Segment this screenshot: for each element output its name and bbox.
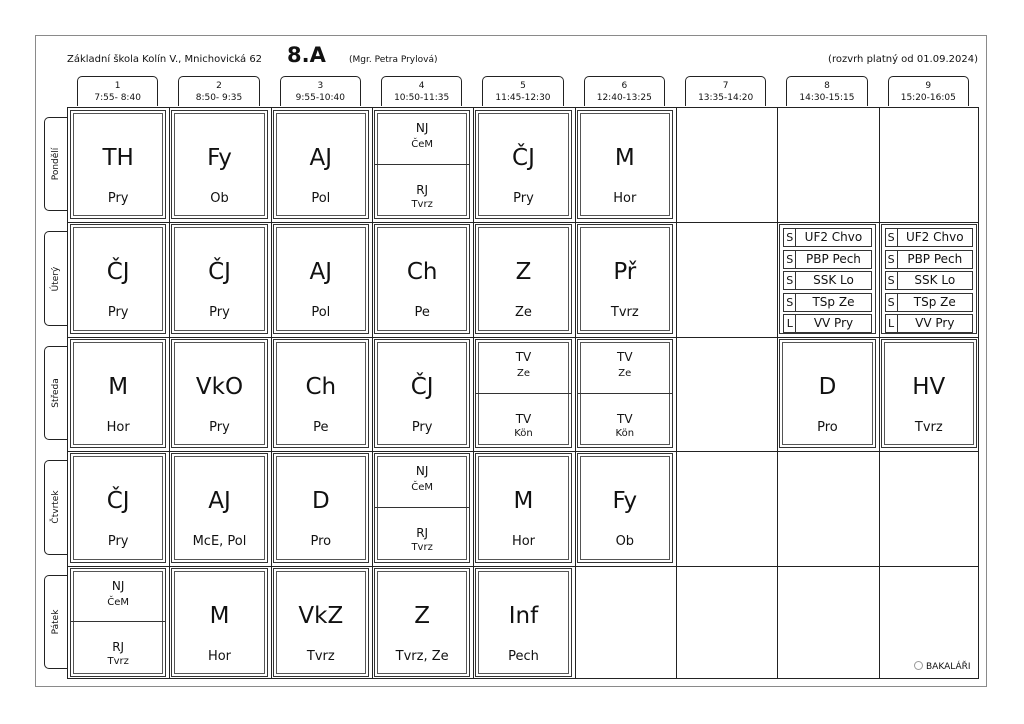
group-subject: TV: [617, 349, 633, 364]
lesson-group-bottom: [375, 507, 469, 562]
lesson-subject: Ch: [406, 259, 438, 286]
grid-row-line: [68, 451, 978, 452]
lesson-cell: [577, 339, 673, 448]
school-name: Základní škola Kolín V., Mnichovická 62: [67, 54, 263, 65]
lesson-subject: AJ: [309, 145, 333, 171]
optional-course: [885, 314, 973, 333]
lesson-group-top: [375, 111, 469, 165]
lesson-subject: ČJ: [106, 259, 130, 286]
timetable-grid: [67, 107, 979, 679]
lesson-subject: Z: [414, 602, 431, 629]
lesson-teacher: Pe: [313, 419, 329, 435]
lesson-cell: [273, 224, 369, 333]
brand-label: BAKALÁŘI: [926, 662, 971, 672]
group-subject: TV: [515, 349, 532, 364]
lesson-subject: Ch: [305, 373, 337, 400]
lesson-teacher: Hor: [613, 191, 637, 206]
grid-column-line: [169, 108, 170, 678]
period-tab-4: [381, 76, 462, 106]
lesson-subject: Př: [613, 259, 637, 286]
lesson-group-bottom: [578, 393, 672, 448]
lesson-cell: [273, 110, 369, 219]
grid-row-line: [68, 222, 978, 223]
lesson-teacher: Pol: [311, 191, 331, 206]
course-type: S: [784, 251, 796, 268]
lesson-teacher: Hor: [511, 534, 536, 550]
optional-course: [783, 293, 871, 312]
group-teacher: Tvrz: [411, 541, 433, 553]
course-type: S: [784, 229, 796, 246]
course-type: S: [784, 294, 796, 311]
group-teacher: Kön: [514, 427, 533, 439]
course-label: UF2 Chvo: [906, 230, 964, 245]
course-label: PBP Pech: [907, 251, 963, 266]
group-teacher: ČeM: [107, 596, 130, 608]
period-tab-6: [584, 76, 665, 106]
lesson-cell: [374, 568, 470, 677]
lesson-teacher: Pry: [209, 305, 230, 321]
course-label: SSK Lo: [813, 273, 854, 288]
course-label: PBP Pech: [806, 251, 861, 266]
lesson-teacher: Pry: [107, 191, 129, 206]
lesson-teacher: Pro: [310, 534, 332, 550]
period-number: 6: [621, 81, 628, 91]
lesson-group-top: [375, 454, 469, 508]
group-teacher: Tvrz: [107, 656, 129, 668]
period-time: 12:40-13:25: [596, 93, 652, 103]
lesson-subject: D: [818, 373, 837, 400]
lesson-subject: HV: [912, 373, 946, 400]
group-subject: TV: [617, 411, 633, 426]
lesson-teacher: Tvrz: [610, 305, 639, 321]
lesson-subject: M: [209, 602, 230, 629]
day-tab-2: [44, 231, 67, 325]
group-subject: NJ: [415, 121, 429, 135]
period-time: 11:45-12:30: [495, 93, 551, 103]
lesson-subject: M: [513, 488, 534, 515]
lesson-subject: AJ: [309, 259, 333, 286]
lesson-subject: Fy: [207, 145, 232, 171]
lesson-cell: [881, 224, 977, 333]
lesson-group-top: [578, 340, 672, 394]
period-number: 8: [824, 81, 830, 91]
period-tab-3: [280, 76, 361, 106]
day-tab-5: [44, 575, 67, 669]
optional-course: [885, 250, 973, 269]
lesson-teacher: Hor: [106, 419, 130, 435]
lesson-cell: [475, 224, 571, 333]
group-teacher: Ze: [618, 367, 632, 379]
optional-course: [885, 271, 973, 290]
course-label: VV Pry: [813, 316, 854, 331]
lesson-subject: TH: [102, 145, 134, 171]
period-number: 9: [925, 81, 932, 91]
lesson-subject: M: [108, 373, 129, 400]
lesson-cell: [70, 339, 166, 448]
group-subject: RJ: [112, 640, 125, 655]
day-tab-4: [44, 460, 67, 554]
course-type: L: [886, 315, 898, 332]
group-subject: NJ: [415, 464, 429, 479]
period-time: 14:30-15:15: [799, 93, 855, 103]
optional-course: [783, 314, 871, 333]
lesson-teacher: Pry: [411, 419, 433, 435]
lesson-cell: [475, 453, 571, 562]
lesson-cell: [577, 453, 673, 562]
day-label: Pátek: [51, 609, 61, 635]
lesson-cell: [273, 568, 369, 677]
lesson-cell: [779, 224, 875, 333]
group-teacher: ČeM: [411, 139, 434, 150]
grid-column-line: [777, 108, 778, 678]
period-number: 7: [722, 81, 729, 91]
period-tab-2: [178, 76, 259, 106]
group-subject: NJ: [111, 578, 125, 593]
period-number: 1: [114, 81, 121, 91]
optional-course: [885, 293, 973, 312]
lesson-cell: [171, 568, 267, 677]
group-teacher: Tvrz: [411, 198, 433, 210]
lesson-cell: [70, 224, 166, 333]
course-type: S: [784, 272, 796, 289]
optional-course: [885, 228, 973, 247]
period-tab-5: [482, 76, 563, 106]
lesson-cell: [779, 339, 875, 448]
optional-course: [783, 271, 871, 290]
lesson-subject: ČJ: [512, 145, 535, 171]
period-number: 4: [418, 81, 425, 91]
course-label: SSK Lo: [914, 273, 956, 288]
course-type: L: [784, 315, 796, 332]
group-teacher: Ze: [516, 367, 530, 379]
lesson-teacher: Pry: [209, 419, 230, 435]
lesson-cell: [577, 110, 673, 219]
day-tab-1: [44, 117, 67, 211]
lesson-group-top: [476, 340, 570, 394]
lesson-subject: ČJ: [106, 488, 130, 515]
lesson-teacher: Pe: [414, 305, 430, 321]
lesson-teacher: Pry: [513, 191, 534, 206]
lesson-teacher: Ze: [515, 305, 532, 321]
lesson-teacher: McE, Pol: [192, 534, 247, 550]
lesson-cell: [273, 453, 369, 562]
lesson-cell: [273, 339, 369, 448]
period-tab-7: [685, 76, 766, 106]
period-tab-1: [77, 76, 158, 106]
group-subject: RJ: [416, 525, 429, 540]
period-time: 13:35-14:20: [698, 93, 754, 103]
period-number: 5: [520, 81, 526, 91]
course-label: VV Pry: [915, 316, 955, 331]
lesson-teacher: Ob: [210, 191, 229, 206]
lesson-subject: D: [311, 488, 330, 515]
day-label: Čtvrtek: [51, 490, 61, 524]
course-label: UF2 Chvo: [804, 230, 863, 245]
lesson-cell: [171, 110, 267, 219]
course-type: S: [886, 294, 898, 311]
lesson-cell: [171, 224, 267, 333]
group-teacher: ČeM: [411, 482, 434, 494]
lesson-subject: VkZ: [298, 602, 344, 629]
lesson-teacher: Pry: [107, 534, 129, 550]
period-time: 8:50- 9:35: [195, 93, 243, 103]
group-subject: TV: [515, 411, 532, 426]
day-label: Pondělí: [51, 147, 61, 181]
validity-note: (rozvrh platný od 01.09.2024): [828, 54, 978, 65]
grid-column-line: [473, 108, 474, 678]
course-label: TSp Ze: [913, 294, 956, 309]
lesson-teacher: Pech: [508, 648, 539, 664]
lesson-cell: [475, 568, 571, 677]
period-number: 3: [317, 81, 324, 91]
optional-course: [783, 250, 871, 269]
day-tab-3: [44, 346, 67, 440]
grid-column-line: [372, 108, 373, 678]
period-tab-9: [888, 76, 969, 106]
lesson-cell: [70, 110, 166, 219]
course-label: TSp Ze: [812, 294, 855, 309]
period-time: 15:20-16:05: [900, 93, 956, 103]
lesson-teacher: Pol: [311, 305, 331, 321]
period-time: 7:55- 8:40: [94, 93, 141, 103]
lesson-subject: M: [614, 145, 635, 171]
grid-column-line: [676, 108, 677, 678]
lesson-cell: [577, 224, 673, 333]
lesson-subject: ČJ: [410, 373, 434, 400]
lesson-cell: [374, 224, 470, 333]
class-teacher: (Mgr. Petra Prylová): [349, 55, 438, 65]
period-time: 10:50-11:35: [394, 93, 450, 103]
lesson-teacher: Ob: [615, 534, 635, 550]
class-name: 8.A: [287, 43, 326, 67]
group-subject: RJ: [416, 182, 429, 197]
lesson-teacher: Tvrz, Ze: [395, 648, 449, 664]
lesson-cell: [70, 453, 166, 562]
lesson-cell: [374, 110, 470, 219]
lesson-teacher: Tvrz: [306, 648, 335, 664]
lesson-cell: [171, 453, 267, 562]
lesson-cell: [475, 110, 571, 219]
lesson-cell: [374, 339, 470, 448]
lesson-subject: VkO: [195, 373, 244, 400]
lesson-teacher: Hor: [207, 648, 232, 664]
lesson-cell: [475, 339, 571, 448]
day-label: Úterý: [51, 266, 61, 291]
lesson-subject: Fy: [612, 488, 638, 515]
lesson-cell: [881, 339, 977, 448]
lesson-group-top: [71, 569, 165, 623]
lesson-teacher: Pry: [107, 305, 129, 321]
lesson-group-bottom: [71, 621, 165, 676]
lesson-subject: Z: [515, 259, 532, 286]
optional-course: [783, 228, 871, 247]
group-teacher: Kön: [615, 427, 635, 439]
lesson-subject: ČJ: [208, 259, 231, 286]
lesson-cell: [374, 453, 470, 562]
lesson-group-bottom: [375, 164, 469, 219]
course-type: S: [886, 251, 898, 268]
lesson-subject: Inf: [508, 602, 539, 629]
gear-icon: [914, 661, 923, 670]
lesson-cell: [70, 568, 166, 677]
period-tab-8: [786, 76, 867, 106]
period-time: 9:55-10:40: [295, 93, 346, 103]
period-number: 2: [216, 81, 222, 91]
course-type: S: [886, 272, 898, 289]
course-type: S: [886, 229, 898, 246]
lesson-group-bottom: [476, 393, 570, 448]
lesson-subject: AJ: [208, 488, 231, 515]
lesson-teacher: Pro: [817, 419, 838, 435]
day-label: Středa: [51, 378, 61, 408]
lesson-cell: [171, 339, 267, 448]
brand-logo: [914, 661, 971, 672]
lesson-teacher: Tvrz: [914, 419, 943, 435]
